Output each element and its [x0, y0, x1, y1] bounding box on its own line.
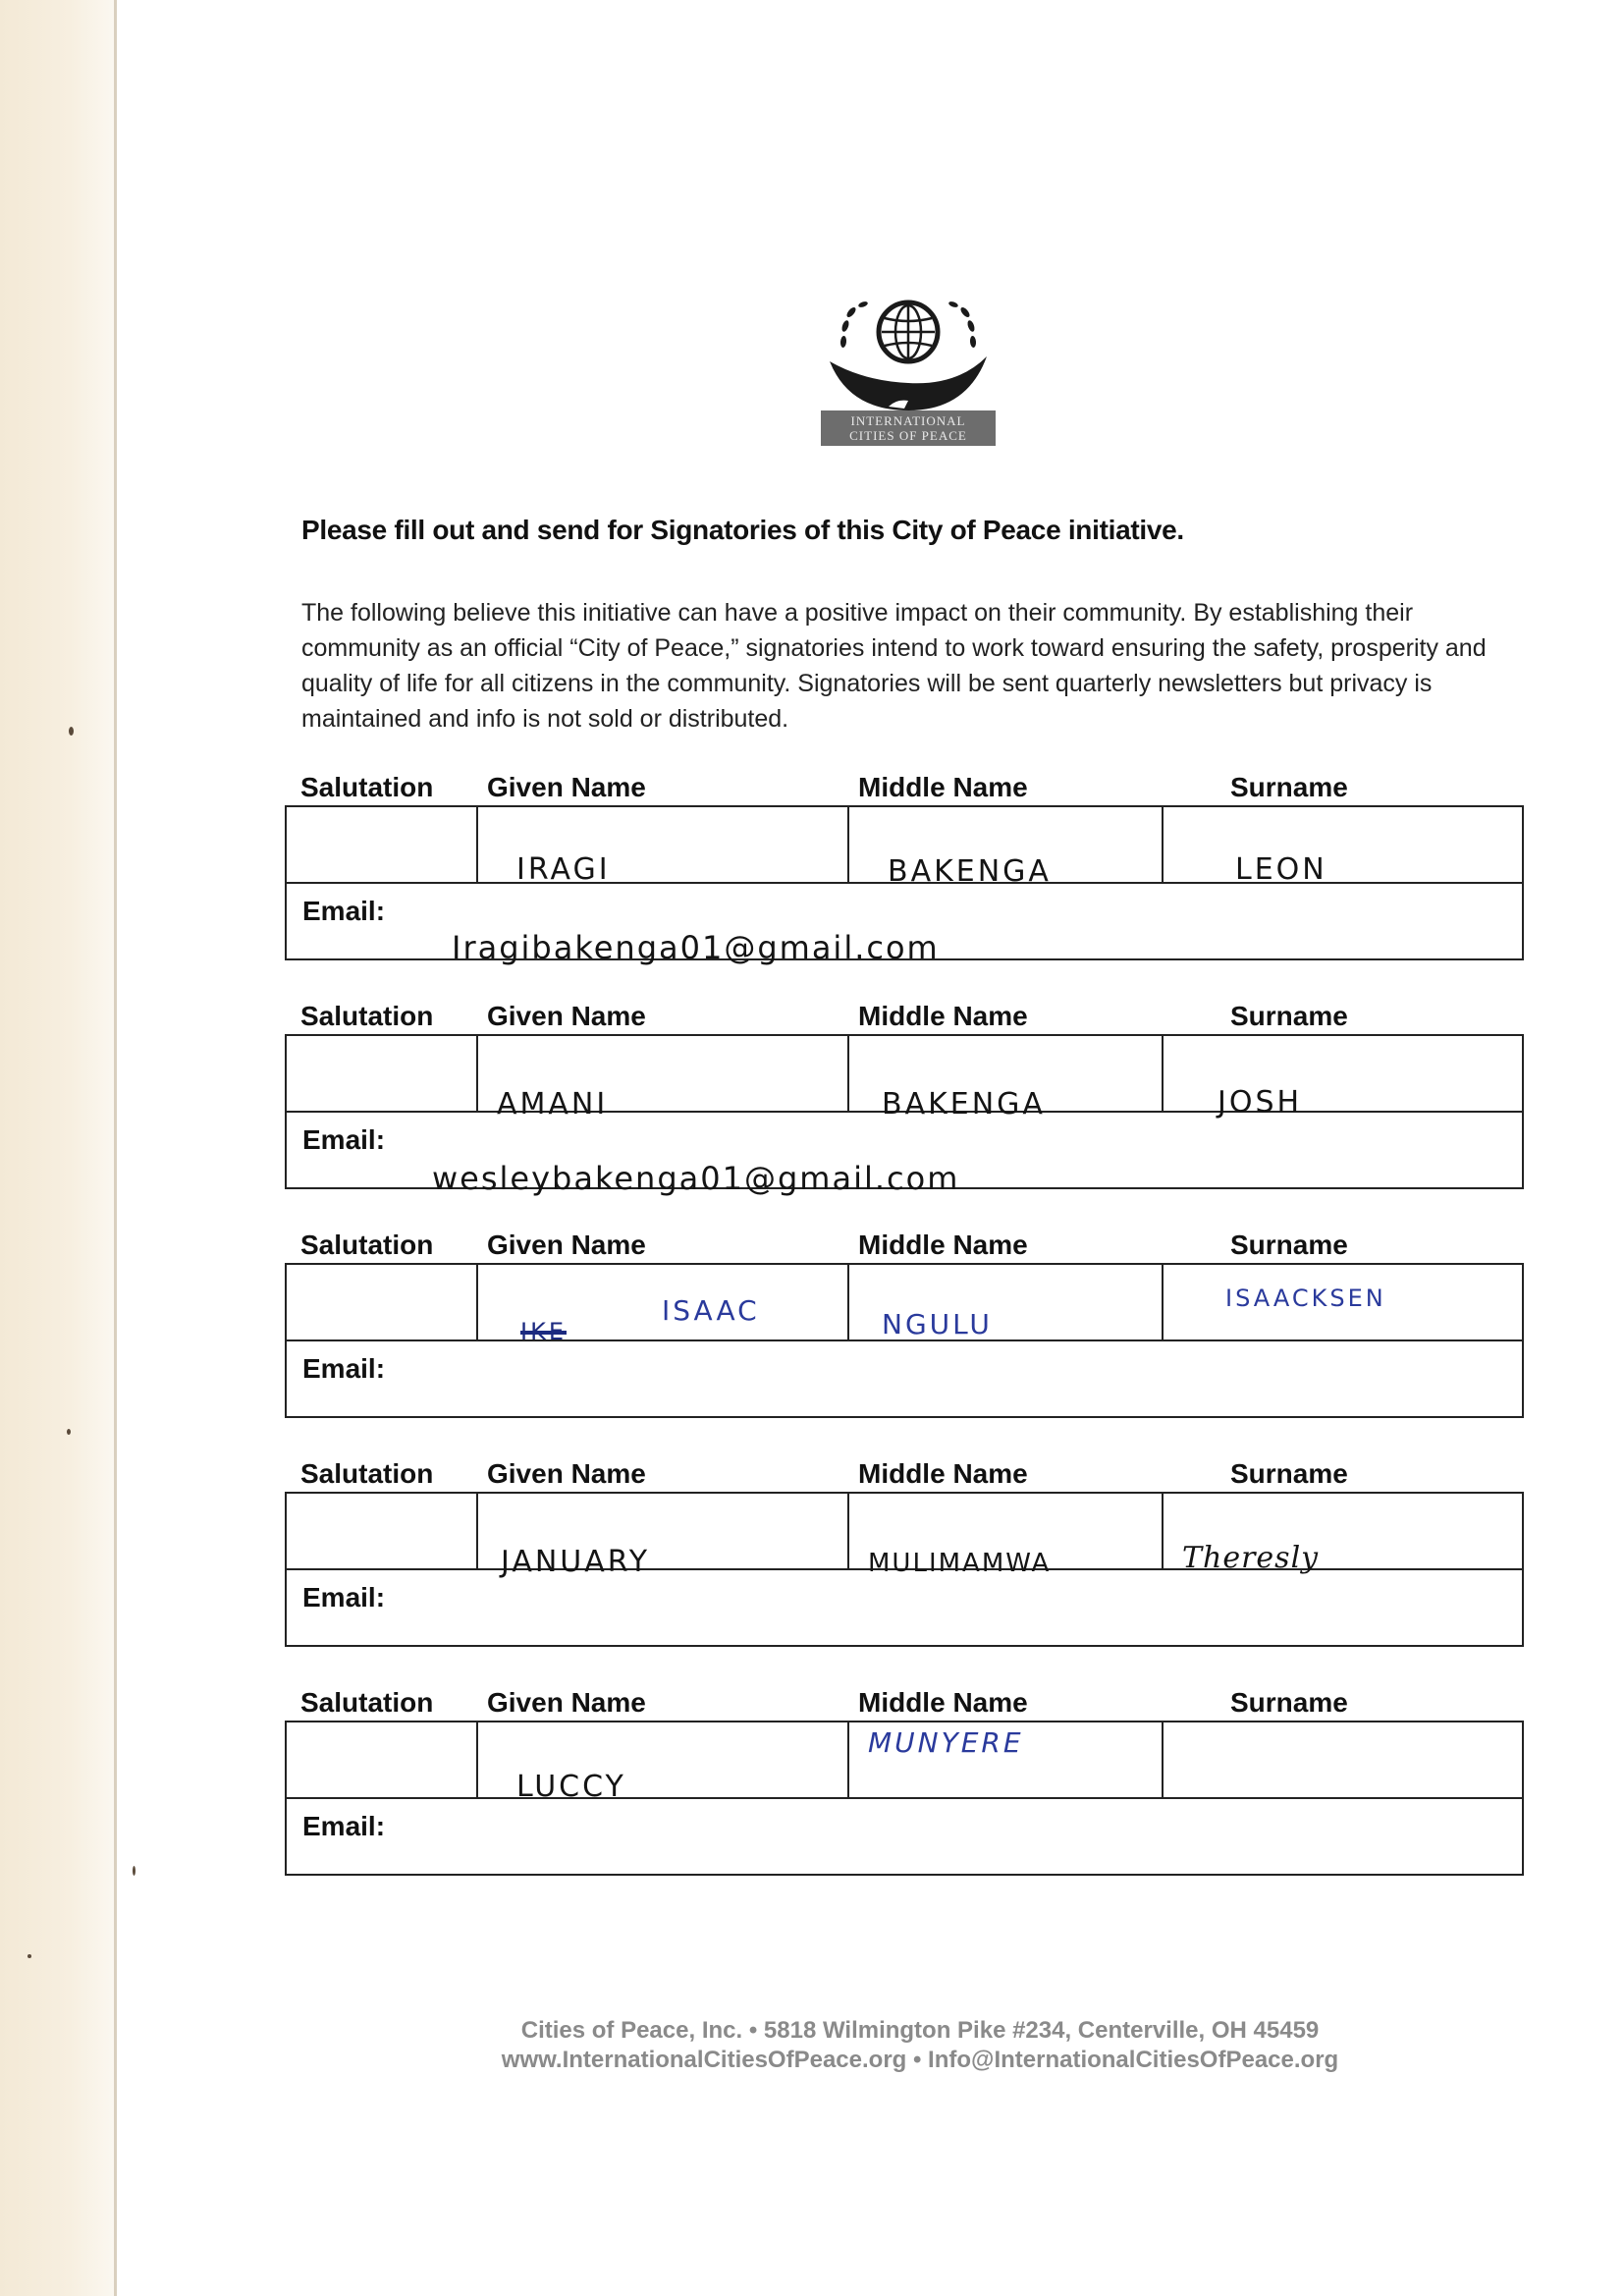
paper-speck — [67, 1429, 71, 1435]
handwritten-surname: LEON — [1235, 852, 1327, 887]
paper-speck — [69, 727, 74, 736]
handwritten-email: Iragibakenga01@gmail.com — [452, 929, 940, 966]
handwritten-given-name: ISAAC — [662, 1294, 760, 1327]
salutation-field[interactable] — [287, 1036, 478, 1113]
signatory-block-4 — [285, 1458, 1524, 1655]
footer-website: www.InternationalCitiesOfPeace.org • Info@InternationalCitiesOfPeace.org — [501, 2047, 1339, 2073]
surname-label: Surname — [1230, 1001, 1348, 1031]
signatory-block-3 — [285, 1230, 1524, 1426]
handwritten-email: wesleybakenga01@gmail.com — [432, 1160, 960, 1197]
handwritten-given-name: JANUARY — [501, 1545, 651, 1579]
handwritten-middle-name: MUNYERE — [868, 1726, 1024, 1759]
logo-wordmark: INTERNATIONAL CITIES OF PEACE — [821, 410, 996, 446]
given-name-label: Given Name — [487, 1230, 646, 1260]
email-label: Email: — [302, 1582, 386, 1613]
footer-address: Cities of Peace, Inc. • 5818 Wilmington Pike #234, Centerville, OH 45459 — [520, 2017, 1320, 2044]
handwritten-middle-name: MULIMAMWA — [868, 1549, 1052, 1578]
signatory-block-2 — [285, 1001, 1524, 1197]
given-name-label: Given Name — [487, 1458, 646, 1489]
page-heading: Please fill out and send for Signatories of this City of Peace initiative. — [301, 515, 1184, 545]
salutation-field[interactable] — [287, 1494, 478, 1570]
given-name-label: Given Name — [487, 1687, 646, 1718]
handwritten-surname: JOSH — [1218, 1085, 1303, 1120]
middle-name-label: Middle Name — [858, 1458, 1028, 1489]
email-label: Email: — [302, 1811, 386, 1841]
handwritten-given-name: AMANI — [497, 1087, 609, 1121]
signatory-block-5 — [285, 1687, 1524, 1884]
middle-name-label: Middle Name — [858, 772, 1028, 802]
middle-name-label: Middle Name — [858, 1230, 1028, 1260]
salutation-label: Salutation — [300, 1230, 434, 1260]
salutation-label: Salutation — [300, 1687, 434, 1718]
handwritten-given-name: LUCCY — [516, 1770, 626, 1804]
signatory-block-1 — [285, 772, 1524, 968]
email-field[interactable] — [287, 1339, 1522, 1418]
surname-label: Surname — [1230, 1687, 1348, 1718]
given-name-label: Given Name — [487, 1001, 646, 1031]
handwritten-middle-name: NGULU — [882, 1308, 993, 1340]
surname-label: Surname — [1230, 1458, 1348, 1489]
paper-speck — [133, 1866, 135, 1876]
surname-label: Surname — [1230, 772, 1348, 802]
paper-speck — [27, 1954, 31, 1958]
handwritten-struck-name: IKE — [520, 1318, 567, 1345]
handwritten-surname: ISAACKSEN — [1225, 1285, 1386, 1312]
salutation-label: Salutation — [300, 1001, 434, 1031]
paper-fold-line — [114, 0, 117, 2296]
email-field[interactable] — [287, 1797, 1522, 1876]
salutation-field[interactable] — [287, 1265, 478, 1341]
email-label: Email: — [302, 896, 386, 926]
email-label: Email: — [302, 1124, 386, 1155]
middle-name-label: Middle Name — [858, 1687, 1028, 1718]
salutation-field[interactable] — [287, 1722, 478, 1799]
handwritten-middle-name: BAKENGA — [888, 854, 1052, 889]
salutation-label: Salutation — [300, 1458, 434, 1489]
salutation-field[interactable] — [287, 807, 478, 884]
salutation-label: Salutation — [300, 772, 434, 802]
given-name-label: Given Name — [487, 772, 646, 802]
paper-left-edge — [0, 0, 116, 2296]
intro-paragraph: The following believe this initiative can have a positive impact on their community. By establishing their community as an official “City of Peace,” signatories intend to work toward ensuring the safety, prosperity and quality of life for all citizens in the community. Signatories will be sent quarterly newsletters but privacy is maintained and info is not sold or distributed. — [301, 599, 1487, 733]
surname-label: Surname — [1230, 1230, 1348, 1260]
handwritten-middle-name: BAKENGA — [882, 1087, 1046, 1121]
handwritten-surname: Theresly — [1182, 1541, 1320, 1575]
middle-name-label: Middle Name — [858, 1001, 1028, 1031]
email-field[interactable] — [287, 1568, 1522, 1647]
email-label: Email: — [302, 1353, 386, 1384]
handwritten-given-name: IRAGI — [516, 852, 611, 887]
